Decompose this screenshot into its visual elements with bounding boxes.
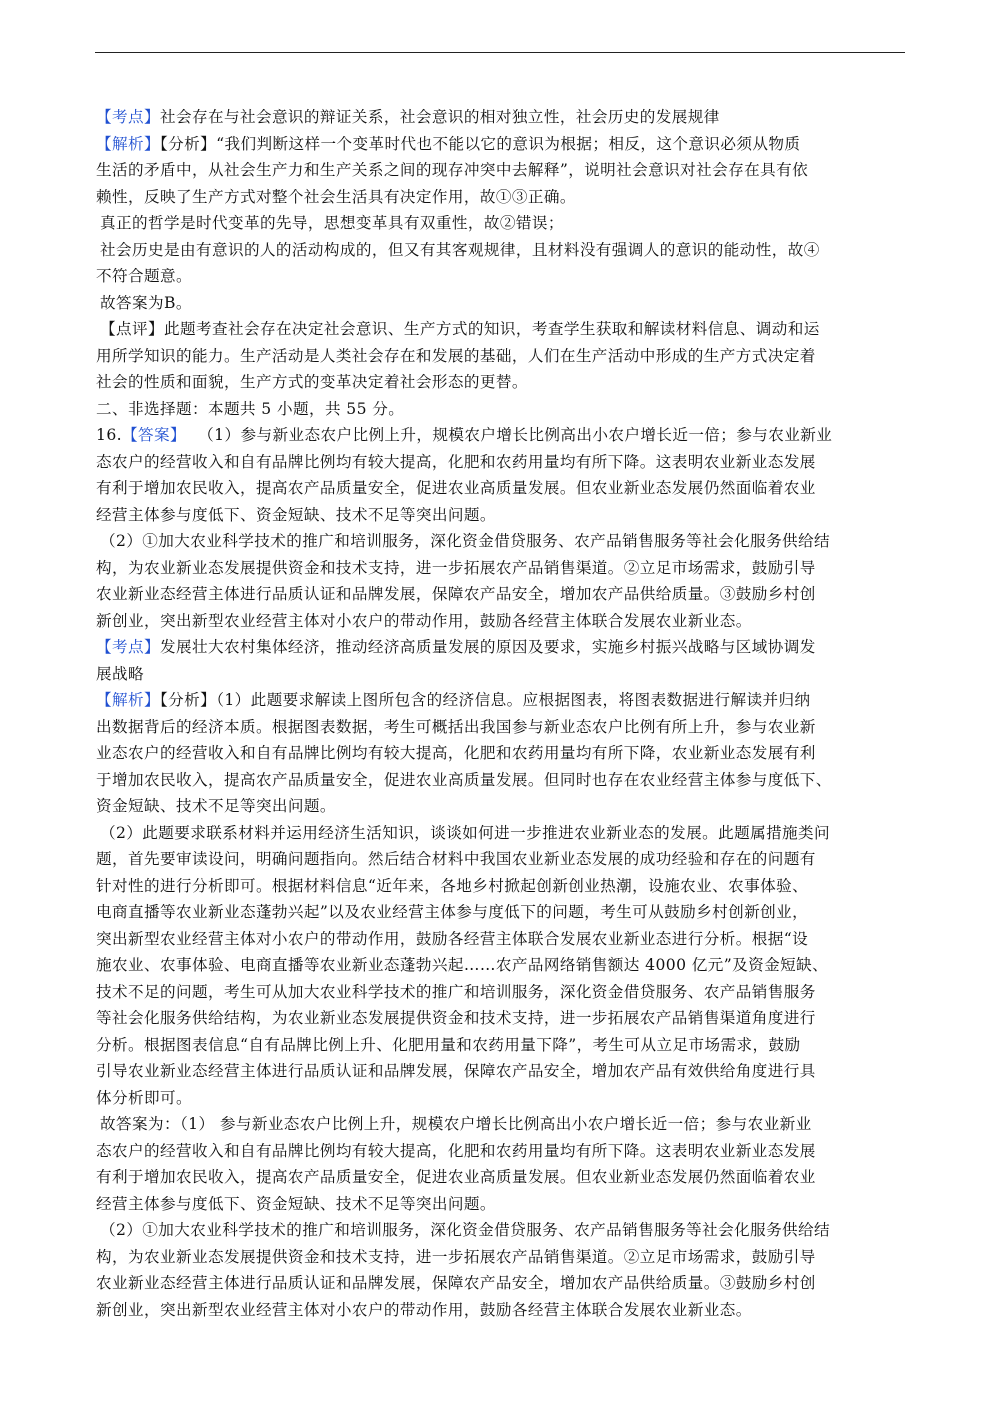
q16-answer-line: 构，为农业新业态发展提供资金和技术支持，进一步拓展农产品销售渠道。②立足市场需求，鼓励引导	[96, 558, 816, 577]
kaodian-tag: 【考点】	[96, 108, 160, 126]
q16-jiexi-line: 电商直播等农业新业态蓬勃兴起”以及农业经营主体参与度低下的问题，考生可从鼓励乡村创新创业，	[96, 903, 809, 921]
question-number: 16.	[96, 426, 122, 444]
q16-answer-line: 有利于增加农民收入，提高农产品质量安全，促进农业高质量发展。但农业新业态发展仍然面临着农业	[96, 479, 816, 497]
q16-final-answer-line: 构，为农业新业态发展提供资金和技术支持，进一步拓展农产品销售渠道。②立足市场需求，鼓励引导	[96, 1247, 816, 1266]
q16-jiexi-line: 引导农业新业态经营主体进行品质认证和品牌发展，保障农产品安全，增加农产品有效供给角度进行具	[96, 1062, 816, 1080]
jiexi-text: 【分析】（1）此题要求解读上图所包含的经济信息。应根据图表，将图表数据进行解读并归纳	[159, 691, 811, 709]
q15-kaodian	[96, 104, 904, 131]
q16-jiexi-line: 分析。根据图表信息“自有品牌比例上升、化肥用量和农药用量下降”，考生可从立足市场需求，鼓励	[96, 1035, 801, 1054]
q16-kaodian-line: 展战略	[96, 664, 144, 683]
q16-answer	[96, 422, 904, 449]
q16-final-answer-line: （2）①加大农业科学技术的推广和培训服务，深化资金借贷服务、农产品销售服务等社会化服务供给结	[100, 1221, 831, 1239]
q16-jiexi-line: 技术不足的问题，考生可从加大农业科学技术的推广和培训服务，深化资金借贷服务、农产品销售服务	[96, 982, 816, 1001]
q15-jiexi-line: 社会历史是由有意识的人的活动构成的，但又有其客观规律，且材料没有强调人的意识的能动性，故④	[100, 240, 820, 259]
q16-jiexi-line: 业态农户的经营收入和自有品牌比例均有较大提高，化肥和农药用量均有所下降，农业新业态发展有利	[96, 744, 816, 762]
q15-jiexi-line: 真正的哲学是时代变革的先导，思想变革具有双重性，故②错误；	[100, 214, 564, 232]
q15-dianping-line: 用所学知识的能力。生产活动是人类社会存在和发展的基础，人们在生产活动中形成的生产方式决定着	[96, 346, 816, 365]
dianping-tag: 【点评】	[100, 320, 164, 338]
q16-jiexi	[96, 687, 904, 714]
answer-text: （1）参与新业态农户比例上升，规模农户增长比例高出小农户增长近一倍；参与农业新业	[205, 426, 833, 444]
kaodian-tag: 【考点】	[96, 638, 160, 656]
q16-answer-line: 新创业，突出新型农业经营主体对小农户的带动作用，鼓励各经营主体联合发展农业新业态。	[96, 611, 752, 630]
q16-jiexi-line: 题，首先要审读设问，明确问题指向。然后结合材料中我国农业新业态发展的成功经验和存在的问题有	[96, 850, 816, 868]
q16-final-answer-line: 态农户的经营收入和自有品牌比例均有较大提高，化肥和农药用量均有所下降。这表明农业新业态发展	[96, 1141, 816, 1160]
jiexi-text: 【分析】“我们判断这样一个变革时代也不能以它的意识为根据；相反，这个意识必须从物质	[159, 134, 801, 153]
q15-jiexi-line: 赖性，反映了生产方式对整个社会生活具有决定作用，故①③正确。	[96, 187, 576, 206]
document-body	[96, 104, 904, 1323]
dianping-text: 此题考查社会存在决定社会意识、生产方式的知识，考查学生获取和解读材料信息、调动和运	[163, 320, 820, 338]
q16-final-answer-line: 农业新业态经营主体进行品质认证和品牌发展，保障农产品安全，增加农产品供给质量。③鼓励乡村创	[96, 1274, 816, 1292]
q15-jiexi-line: 不符合题意。	[96, 267, 192, 285]
q15-jiexi-line: 生活的矛盾中，从社会生产力和生产关系之间的现存冲突中去解释”，说明社会意识对社会存在具有依	[96, 161, 809, 179]
q16-jiexi-line: 等社会化服务供给结构，为农业新业态发展提供资金和技术支持，进一步拓展农产品销售渠道角度进行	[96, 1009, 816, 1027]
q15-dianping-line: 社会的性质和面貌，生产方式的变革决定着社会形态的更替。	[96, 373, 528, 391]
q16-answer-line: （2）①加大农业科学技术的推广和培训服务，深化资金借贷服务、农产品销售服务等社会化服务供给结	[100, 532, 831, 550]
q15-answer-line: 故答案为B。	[100, 293, 192, 312]
q15-jiexi-line	[96, 131, 904, 158]
jiexi-tag: 【解析】	[96, 134, 160, 153]
q16-kaodian	[96, 634, 904, 661]
q16-answer-line: 经营主体参与度低下、资金短缺、技术不足等突出问题。	[96, 505, 496, 524]
q16-final-answer-line: 故答案为：（1） 参与新业态农户比例上升，规模农户增长比例高出小农户增长近一倍；参与农业新业	[100, 1115, 812, 1133]
q16-answer-line: 态农户的经营收入和自有品牌比例均有较大提高，化肥和农药用量均有所下降。这表明农业新业态发展	[96, 452, 816, 471]
header-rule	[95, 52, 905, 53]
q15-dianping	[96, 316, 904, 343]
q16-jiexi-line: 出数据背后的经济本质。根据图表数据，考生可概括出我国参与新业态农户比例有所上升，参与农业新	[96, 717, 816, 736]
q16-jiexi-line: 于增加农民收入，提高农产品质量安全，促进农业高质量发展。但同时也存在农业经营主体参与度低下、	[96, 770, 832, 789]
q16-jiexi-line: 资金短缺、技术不足等突出问题。	[96, 797, 336, 815]
q16-jiexi-line: 体分析即可。	[96, 1088, 192, 1107]
jiexi-tag: 【解析】	[96, 691, 160, 709]
q16-jiexi-line: 针对性的进行分析即可。根据材料信息“近年来，各地乡村掀起创新创业热潮，设施农业、农事体验、	[96, 876, 809, 895]
daan-tag: 【答案】	[122, 426, 186, 444]
kaodian-text: 发展壮大农村集体经济，推动经济高质量发展的原因及要求，实施乡村振兴战略与区域协调发	[159, 638, 816, 656]
q16-jiexi-line: 突出新型农业经营主体对小农户的带动作用，鼓励各经营主体联合发展农业新业态进行分析。根据“设	[96, 929, 809, 948]
section-heading: 二、非选择题：本题共 5 小题，共 55 分。	[96, 399, 405, 418]
q16-jiexi-line: 施农业、农事体验、电商直播等农业新业态蓬勃兴起……农产品网络销售额达 4000 亿元”及资金短缺、	[96, 956, 829, 974]
q16-answer-line: 农业新业态经营主体进行品质认证和品牌发展，保障农产品安全，增加农产品供给质量。③鼓励乡村创	[96, 585, 816, 603]
q16-jiexi-line: （2）此题要求联系材料并运用经济生活知识，谈谈如何进一步推进农业新业态的发展。此题属措施类问	[100, 823, 831, 842]
q16-final-answer-line: 新创业，突出新型农业经营主体对小农户的带动作用，鼓励各经营主体联合发展农业新业态。	[96, 1300, 752, 1319]
kaodian-text: 社会存在与社会意识的辩证关系，社会意识的相对独立性，社会历史的发展规律	[159, 108, 720, 126]
q16-final-answer-line: 有利于增加农民收入，提高农产品质量安全，促进农业高质量发展。但农业新业态发展仍然面临着农业	[96, 1168, 816, 1186]
q16-final-answer-line: 经营主体参与度低下、资金短缺、技术不足等突出问题。	[96, 1194, 496, 1213]
